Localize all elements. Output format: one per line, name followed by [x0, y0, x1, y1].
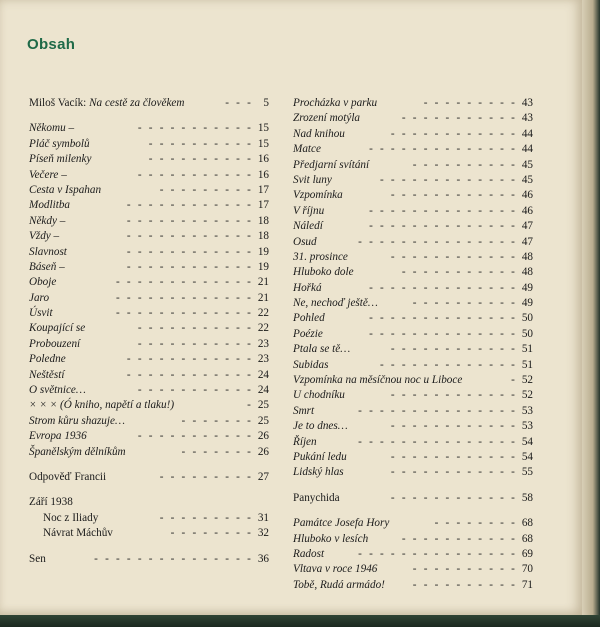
toc-entry-page: 49	[521, 281, 533, 294]
toc-entry-leader: - - - - - - - - - - - -	[126, 199, 253, 212]
toc-entry	[29, 414, 269, 429]
toc-entry-page: 52	[521, 389, 533, 402]
toc-entry-title: Svit luny	[293, 173, 332, 186]
toc-entry-title: Probouzení	[29, 337, 81, 350]
toc-entry	[293, 547, 533, 562]
toc-entry	[29, 470, 269, 485]
toc-entry-title: Pukání ledu	[293, 450, 347, 463]
toc-entry-author: Miloš Vacík:	[29, 97, 90, 109]
toc-entry-leader: - - - - - - - - - - - - - -	[369, 327, 517, 340]
toc-entry-leader: - - - - - - - - - - - -	[390, 491, 517, 504]
toc-entry	[293, 578, 533, 593]
toc-entry-title: 31. prosince	[293, 250, 348, 263]
toc-entry-page: 54	[521, 450, 533, 463]
toc-entry-page: 50	[521, 312, 533, 325]
toc-entry-page: 48	[521, 266, 533, 279]
toc-entry-leader: - - - - - - - - - - - - -	[380, 173, 517, 186]
toc-entry	[29, 96, 269, 111]
toc-entry-page: 15	[257, 137, 269, 150]
toc-entry	[29, 352, 269, 367]
toc-entry-title: Říjen	[293, 435, 317, 448]
toc-entry-title: Báseň –	[29, 260, 65, 273]
toc-entry-page: 16	[257, 168, 269, 181]
toc-entry-leader: - - - - - - - - - - - -	[126, 260, 253, 273]
toc-entry-leader: - - - - - - - - - -	[148, 137, 253, 150]
section-spacer	[29, 460, 269, 470]
toc-entry-page: 36	[257, 552, 269, 565]
toc-entry	[293, 311, 533, 326]
toc-entry	[293, 111, 533, 126]
toc-entry-leader: - - - - - - - - - - -	[137, 384, 253, 397]
toc-entry-title: Vzpomínka	[293, 189, 343, 202]
toc-entry-leader: - - - - - - - - - - - -	[390, 389, 517, 402]
toc-entry	[293, 532, 533, 547]
toc-entry	[293, 342, 533, 357]
toc-entry-page: 17	[257, 199, 269, 212]
toc-entry	[29, 337, 269, 352]
toc-entry	[29, 383, 269, 398]
toc-entry	[29, 398, 269, 413]
toc-entry-title: Večere –	[29, 168, 67, 181]
toc-entry	[29, 198, 269, 213]
toc-entry-page: 26	[257, 430, 269, 443]
toc-entry-title: Na cestě za člověkem	[89, 97, 185, 109]
toc-entry	[293, 127, 533, 142]
toc-entry-title: Úsvit	[29, 307, 53, 320]
toc-entry-title: Tobě, Rudá armádo!	[293, 578, 385, 591]
toc-entry	[29, 229, 269, 244]
toc-entry-leader: - - - - - - - - -	[159, 183, 253, 196]
toc-entry	[29, 275, 269, 290]
toc-entry-title: Slavnost	[29, 245, 67, 258]
toc-entry-leader: - - - - - - - - - - - -	[390, 420, 517, 433]
toc-entry	[293, 204, 533, 219]
toc-entry-title: Ne, nechoď ještě…	[293, 297, 378, 310]
toc-entry-leader: - - - - - - - - - - - - - -	[369, 281, 517, 294]
toc-entry-leader: - - - - - - - - - - - -	[390, 466, 517, 479]
toc-entry-page: 21	[257, 276, 269, 289]
toc-entry-leader: - - - - - - - - - - - - - -	[369, 204, 517, 217]
toc-entry-title: Matce	[293, 143, 321, 156]
toc-entry-title: Evropa 1936	[29, 430, 87, 443]
toc-entry-page: 55	[521, 466, 533, 479]
page-edge-right	[582, 0, 600, 627]
toc-entry	[29, 368, 269, 383]
toc-entry-title: U chodníku	[293, 389, 345, 402]
toc-entry-title: Odpověď Francii	[29, 470, 107, 483]
toc-entry-title: Panychida	[293, 491, 340, 504]
toc-left-column	[29, 96, 269, 567]
toc-entry-page: 25	[257, 414, 269, 427]
toc-entry-page: 22	[257, 307, 269, 320]
toc-entry-leader: - - - - - - - - -	[423, 97, 517, 109]
toc-entry-page: 68	[521, 532, 533, 545]
toc-entry-leader: - - - - - - - - - - - - - - -	[94, 552, 253, 565]
section-spacer	[293, 481, 533, 491]
toc-entry	[293, 250, 533, 265]
toc-entry-title: Je to dnes…	[293, 420, 348, 433]
toc-entry	[29, 291, 269, 306]
toc-entry-page: 27	[257, 470, 269, 483]
toc-right-column	[293, 96, 533, 593]
toc-entry-page: 69	[521, 547, 533, 560]
toc-entry	[293, 96, 533, 111]
toc-entry-page: 46	[521, 189, 533, 202]
toc-entry-title: Modlitba	[29, 199, 71, 212]
toc-entry-leader: - - - - - - - - -	[159, 511, 253, 524]
toc-entry-leader: - - - - - - - - - - - - - - -	[358, 435, 517, 448]
toc-entry	[29, 445, 269, 460]
toc-entry-title: Neštěstí	[29, 368, 65, 381]
toc-entry-leader: - - - - - - - - - - - -	[390, 250, 517, 263]
toc-entry-leader: - - - - - - - - - - -	[401, 112, 517, 125]
toc-entry	[293, 281, 533, 296]
toc-entry-title: Pláč symbolů	[29, 137, 90, 150]
toc-entry-leader: - - - - - - - - - - - -	[390, 343, 517, 356]
toc-entry-title: Strom kůru shazuje…	[29, 414, 125, 427]
section-spacer	[29, 111, 269, 121]
toc-entry	[293, 158, 533, 173]
toc-entry-title: Pohled	[293, 312, 325, 325]
toc-entry	[293, 296, 533, 311]
toc-entry-title: Píseň milenky	[29, 153, 92, 166]
toc-entry-title: Někomu –	[29, 122, 75, 135]
toc-entry-leader: - - - - - - - - - - - -	[126, 245, 253, 258]
toc-entry	[293, 562, 533, 577]
toc-entry-leader: - - - - - - - - - - - - -	[380, 358, 517, 371]
toc-entry	[29, 152, 269, 167]
toc-entry-title: Koupající se	[29, 322, 86, 335]
toc-entry-leader: - - - - - - - - - - - -	[126, 353, 253, 366]
toc-entry-leader: - - - - - - - - - - - - -	[116, 291, 253, 304]
toc-entry	[29, 306, 269, 321]
toc-entry-leader: - - - - - - -	[181, 445, 253, 458]
toc-entry-title: Návrat Máchův	[43, 527, 113, 540]
toc-entry-page: 18	[257, 230, 269, 243]
toc-entry-page: 52	[521, 374, 533, 387]
toc-entry-title: Vzpomínka na měsíčnou noc u Liboce	[293, 374, 463, 387]
toc-entry-page: 53	[521, 420, 533, 433]
toc-entry	[29, 245, 269, 260]
toc-entry-title: × × × (Ó kniho, napětí a tlaku!)	[29, 399, 175, 412]
toc-entry-leader: - - - - - - - - - - - -	[390, 189, 517, 202]
toc-entry	[29, 429, 269, 444]
toc-entry	[29, 260, 269, 275]
toc-entry-page: 43	[521, 97, 533, 109]
toc-entry-page: 23	[257, 337, 269, 350]
toc-entry	[293, 142, 533, 157]
toc-entry-page: 71	[521, 578, 533, 591]
toc-entry-leader: - - - - - - - - - - - - -	[116, 276, 253, 289]
toc-entry-leader: - - - - - - - -	[170, 527, 253, 540]
toc-entry-page: 43	[521, 112, 533, 125]
toc-entry-page: 48	[521, 250, 533, 263]
toc-entry	[293, 358, 533, 373]
toc-entry-page: 70	[521, 563, 533, 576]
toc-entry-title: Zrození motýla	[293, 112, 361, 125]
toc-entry-title: Nad knihou	[293, 127, 345, 140]
toc-entry-title: Náledí	[293, 220, 323, 233]
toc-entry-page: 15	[257, 122, 269, 135]
toc-entry-page: 47	[521, 235, 533, 248]
toc-entry-leader: - - - - - - - - - - - -	[390, 450, 517, 463]
page-edge-bottom	[0, 615, 600, 627]
toc-entry-leader: - - - - - - - -	[434, 517, 517, 530]
toc-entry-page: 16	[257, 153, 269, 166]
toc-entry-page: 23	[257, 353, 269, 366]
toc-entry-page: 24	[257, 384, 269, 397]
toc-entry-page: 19	[257, 260, 269, 273]
toc-entry-title: Radost	[293, 547, 325, 560]
toc-entry-leader: - - - - - - - - - -	[412, 563, 517, 576]
toc-entry	[29, 526, 269, 541]
toc-entry-title: Vždy –	[29, 230, 60, 243]
toc-entry	[293, 373, 533, 388]
toc-entry-page: 26	[257, 445, 269, 458]
toc-entry	[293, 327, 533, 342]
toc-entry	[29, 121, 269, 136]
toc-entry-leader: - - - - - - - - - - -	[137, 122, 253, 135]
toc-entry-page: 53	[521, 404, 533, 417]
toc-entry	[29, 321, 269, 336]
toc-entry-title: Procházka v parku	[293, 97, 378, 109]
toc-entry-leader: - - - - - - - - - - -	[137, 168, 253, 181]
toc-entry-page: 5	[263, 97, 269, 109]
toc-entry	[293, 219, 533, 234]
toc-entry-page: 19	[257, 245, 269, 258]
toc-entry-title: Cesta v Ispahan	[29, 183, 102, 196]
toc-entry	[29, 183, 269, 198]
toc-entry	[293, 435, 533, 450]
toc-entry-page: 44	[521, 143, 533, 156]
toc-entry-page: 18	[257, 214, 269, 227]
toc-entry	[293, 419, 533, 434]
toc-entry-page: 44	[521, 127, 533, 140]
toc-entry-page: 50	[521, 327, 533, 340]
toc-entry-page: 24	[257, 368, 269, 381]
toc-entry-leader: - - - - - - - - - - - -	[126, 230, 253, 243]
toc-entry-title: Oboje	[29, 276, 57, 289]
toc-entry-leader: - - -	[225, 97, 253, 109]
toc-entry	[293, 516, 533, 531]
section-spacer	[29, 485, 269, 495]
section-spacer	[29, 542, 269, 552]
toc-entry-leader: - - - - - - -	[181, 414, 253, 427]
toc-entry-page: 58	[521, 491, 533, 504]
toc-entry-leader: - - - - - - - - - - - - - - -	[358, 547, 517, 560]
toc-entry-leader: - - - - - - - - - - -	[137, 322, 253, 335]
toc-entry-leader: - - - - - - - - -	[159, 470, 253, 483]
toc-entry	[293, 465, 533, 480]
toc-entry-page: 32	[257, 527, 269, 540]
toc-entry-page: 17	[257, 183, 269, 196]
toc-entry-title: Památce Josefa Hory	[293, 517, 390, 530]
toc-entry-title: Sen	[29, 552, 46, 565]
toc-entry-leader: - - - - - - - - - - -	[137, 430, 253, 443]
toc-entry-page: 21	[257, 291, 269, 304]
toc-entry-leader: -	[247, 399, 253, 412]
section-spacer	[293, 506, 533, 516]
toc-entry-leader: - - - - - - - - - - - - - - -	[358, 235, 517, 248]
toc-entry	[293, 491, 533, 506]
toc-entry-page: 51	[521, 358, 533, 371]
toc-entry	[293, 404, 533, 419]
toc-entry-page: 51	[521, 343, 533, 356]
toc-entry-leader: - - - - - - - - - - - -	[390, 127, 517, 140]
toc-entry-title: Hluboko v lesích	[293, 532, 369, 545]
toc-entry-page: 46	[521, 204, 533, 217]
toc-entry	[29, 137, 269, 152]
toc-entry-page: 47	[521, 220, 533, 233]
toc-entry	[29, 168, 269, 183]
toc-entry-title: Poézie	[293, 327, 323, 340]
toc-entry	[293, 265, 533, 280]
toc-entry-leader: - - - - - - - - - - - -	[126, 214, 253, 227]
toc-entry-title: O světnice…	[29, 384, 86, 397]
toc-entry-leader: - - - - - - - - - - -	[137, 337, 253, 350]
toc-entry-title: Vltava v roce 1946	[293, 563, 378, 576]
toc-entry-title: Španělským dělníkům	[29, 445, 126, 458]
toc-entry-text	[29, 97, 184, 109]
toc-entry-title: V říjnu	[293, 204, 325, 217]
toc-entry-leader: - - - - - - - - - - - -	[126, 368, 253, 381]
toc-entry-leader: - - - - - - - - - - -	[401, 532, 517, 545]
toc-entry-page: 22	[257, 322, 269, 335]
toc-entry	[29, 495, 269, 510]
toc-entry-leader: - - - - - - - - - -	[412, 158, 517, 171]
toc-entry	[29, 511, 269, 526]
toc-entry-page: 49	[521, 297, 533, 310]
toc-entry-leader: - - - - - - - - - -	[148, 153, 253, 166]
toc-entry-leader: - - - - - - - - - - -	[401, 266, 517, 279]
toc-entry	[293, 173, 533, 188]
toc-entry-title: Noc z Iliady	[43, 511, 99, 524]
toc-entry-leader: - - - - - - - - - - - - - -	[369, 312, 517, 325]
toc-entry	[293, 388, 533, 403]
toc-entry-title: Někdy –	[29, 214, 66, 227]
toc-entry-leader: - - - - - - - - - -	[412, 297, 517, 310]
toc-entry-title: Hluboko dole	[293, 266, 354, 279]
toc-entry	[293, 188, 533, 203]
toc-entry-leader: - - - - - - - - - - - - - -	[369, 220, 517, 233]
toc-entry	[29, 552, 269, 567]
toc-entry-page: 45	[521, 173, 533, 186]
toc-entry-page: 68	[521, 517, 533, 530]
toc-entry-title: Hořká	[293, 281, 322, 294]
toc-entry	[29, 214, 269, 229]
toc-entry-leader: - - - - - - - - - -	[412, 578, 517, 591]
toc-entry-leader: - - - - - - - - - - - - - - -	[358, 404, 517, 417]
toc-entry-page: 54	[521, 435, 533, 448]
toc-entry-page: 31	[257, 511, 269, 524]
toc-entry-title: Poledne	[29, 353, 66, 366]
toc-entry-title: Ptala se tě…	[293, 343, 351, 356]
contents-heading: Obsah	[27, 36, 76, 53]
toc-entry-title: Jaro	[29, 291, 50, 304]
toc-entry-leader: - - - - - - - - - - - - - -	[369, 143, 517, 156]
toc-entry	[293, 235, 533, 250]
toc-entry-page: 25	[257, 399, 269, 412]
toc-entry-leader: -	[511, 374, 517, 387]
toc-entry-page: 45	[521, 158, 533, 171]
toc-entry-title: Předjarní svítání	[293, 158, 370, 171]
toc-entry-title: Smrt	[293, 404, 315, 417]
toc-entry-title: Osud	[293, 235, 317, 248]
toc-entry-leader: - - - - - - - - - - - - -	[116, 307, 253, 320]
toc-entry-title: Září 1938	[29, 496, 73, 509]
toc-entry-title: Subidas	[293, 358, 329, 371]
toc-entry	[293, 450, 533, 465]
toc-entry-title: Lidský hlas	[293, 466, 344, 479]
